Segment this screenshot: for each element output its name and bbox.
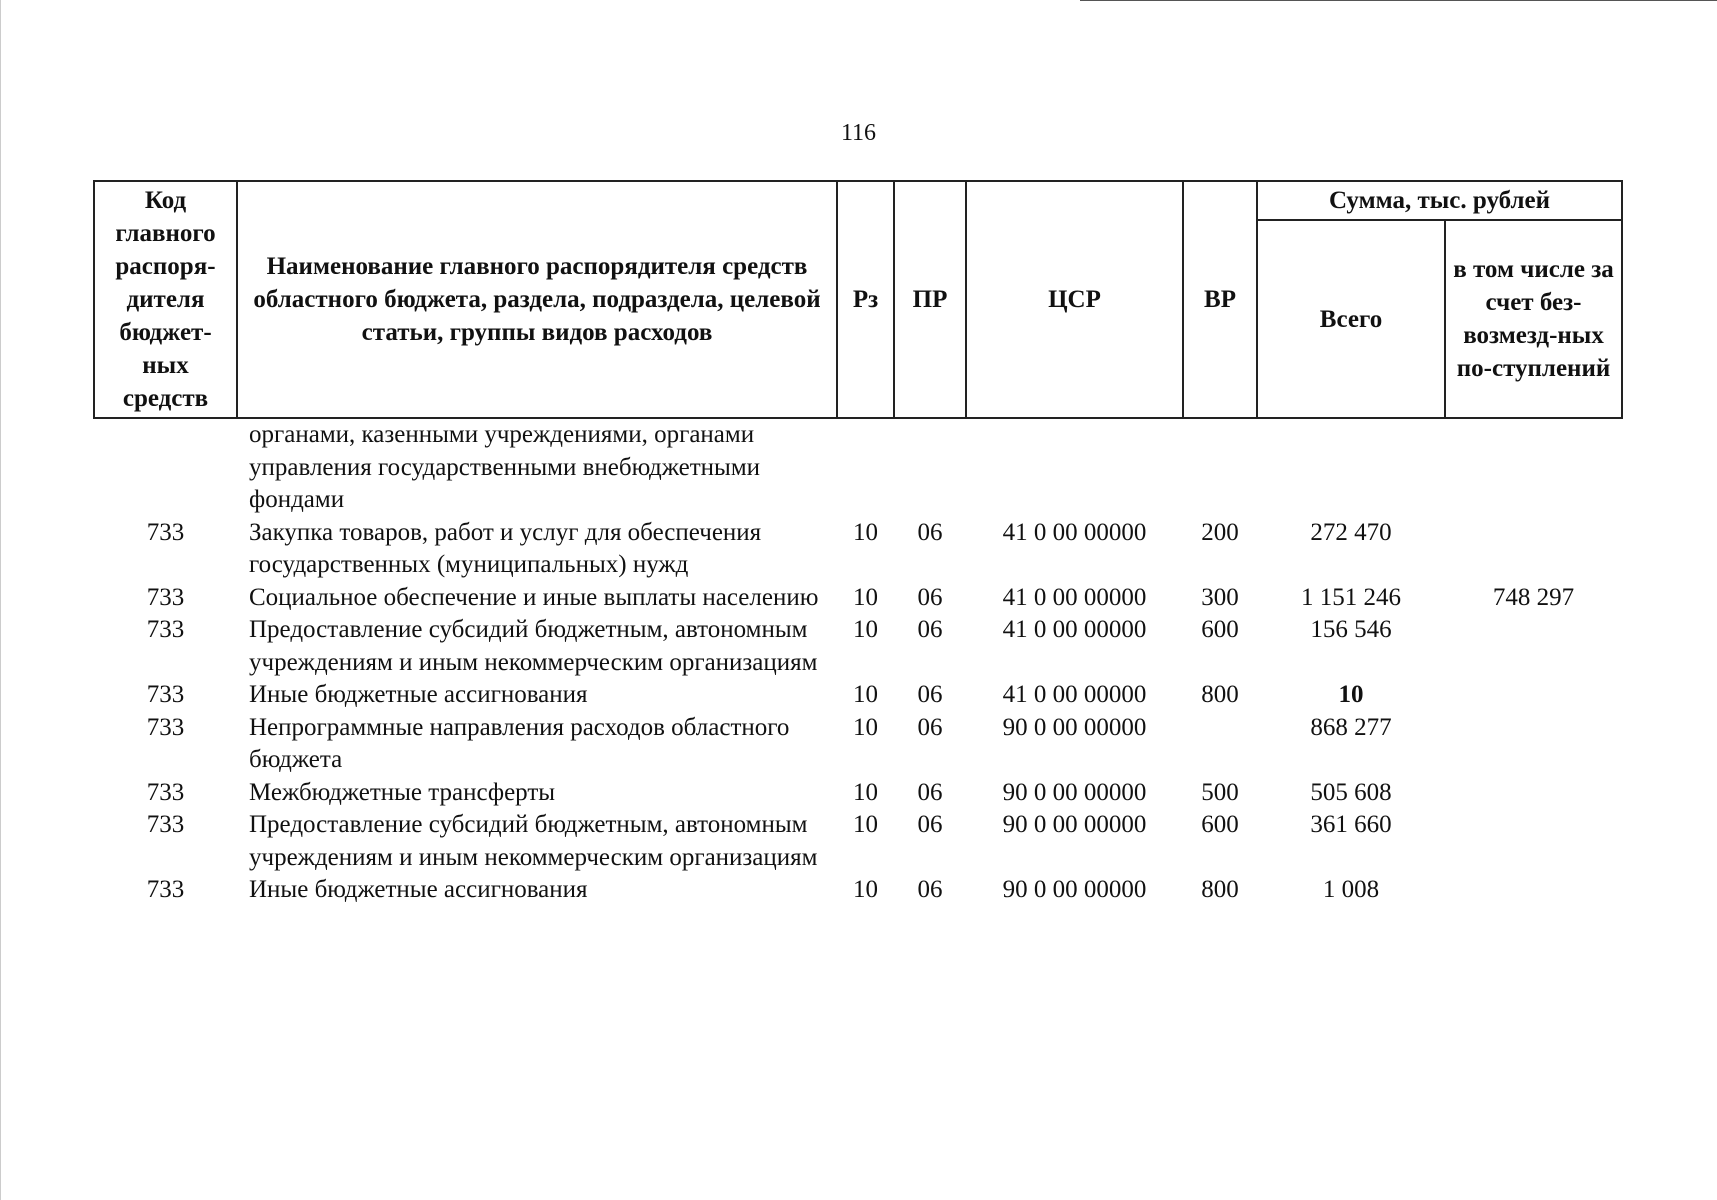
- cell-name: Социальное обеспечение и иные выплаты населению: [249, 583, 819, 611]
- cell-code: 733: [146, 811, 185, 838]
- page-number: 116: [840, 120, 877, 146]
- cell-name: Иные бюджетные ассигнования: [249, 681, 588, 708]
- cell-free: [1445, 679, 1622, 712]
- table-row: [94, 874, 1622, 907]
- table-row: [94, 517, 1622, 582]
- cell-code: 733: [146, 778, 185, 806]
- cell-name: Иные бюджетные ассигнования: [249, 876, 588, 903]
- cell-csr: 41 0 00 00000: [1002, 518, 1147, 546]
- cell-csr: 41 0 00 00000: [1002, 583, 1147, 611]
- cell-name: Предоставление субсидий бюджетным, автономным учреждениям и иным некоммерческим организациям: [249, 616, 818, 676]
- header-free: в том числе за счет без-возмезд-ных по-ступлений: [1445, 220, 1622, 418]
- cell-code: 733: [146, 681, 185, 708]
- cell-rz: 10: [853, 681, 878, 708]
- cell-vr: 800: [1201, 681, 1239, 708]
- cell-total: [1257, 418, 1445, 517]
- cell-pr: 06: [917, 518, 943, 546]
- scan-artifact-line: [1080, 0, 1717, 1]
- cell-name: Непрограммные направления расходов областного бюджета: [249, 713, 790, 773]
- table-body: [94, 418, 1622, 907]
- cell-csr: 41 0 00 00000: [1002, 616, 1147, 643]
- cell-free: 748 297: [1492, 583, 1575, 611]
- table-row: [94, 614, 1622, 679]
- cell-rz: [837, 418, 894, 517]
- cell-total: 505 608: [1310, 778, 1392, 806]
- cell-pr: 06: [917, 876, 943, 903]
- budget-table: [93, 180, 1623, 907]
- cell-vr: 800: [1201, 876, 1239, 903]
- cell-code: [94, 418, 237, 517]
- cell-total: 1 151 246: [1301, 583, 1401, 611]
- cell-code: 733: [146, 583, 185, 611]
- cell-free: [1445, 777, 1622, 810]
- cell-pr: 06: [917, 811, 943, 838]
- cell-csr: 90 0 00 00000: [1002, 713, 1147, 741]
- table-row: [94, 712, 1622, 777]
- cell-free: [1445, 614, 1622, 679]
- cell-vr: [1183, 712, 1257, 777]
- cell-free: [1445, 712, 1622, 777]
- cell-free: [1445, 517, 1622, 582]
- cell-name: органами, казенными учреждениями, органами управления государственными внебюджетными фондами: [249, 421, 761, 513]
- header-rz: Рз: [837, 181, 894, 418]
- cell-rz: 10: [853, 616, 878, 643]
- cell-code: 733: [146, 713, 185, 741]
- cell-vr: 500: [1201, 778, 1239, 806]
- cell-free: [1445, 809, 1622, 874]
- header-csr: ЦСР: [966, 181, 1183, 418]
- cell-rz: 10: [853, 811, 878, 838]
- cell-pr: 06: [917, 713, 943, 741]
- cell-total: 868 277: [1310, 713, 1392, 741]
- cell-name: Закупка товаров, работ и услуг для обеспечения государственных (муниципальных) нужд: [249, 518, 762, 578]
- cell-vr: 300: [1201, 583, 1239, 611]
- cell-vr: 600: [1201, 811, 1239, 838]
- cell-name: Межбюджетные трансферты: [249, 778, 556, 806]
- cell-vr: [1183, 418, 1257, 517]
- cell-free: [1445, 418, 1622, 517]
- header-name: Наименование главного распорядителя средств областного бюджета, раздела, подраздела, целевой статьи, группы видов расходов: [237, 181, 837, 418]
- table-row: [94, 809, 1622, 874]
- cell-total: 10: [1338, 681, 1364, 708]
- header-total: Всего: [1257, 220, 1445, 418]
- header-vr: ВР: [1183, 181, 1257, 418]
- table-row: [94, 418, 1622, 517]
- cell-code: 733: [146, 876, 185, 903]
- cell-pr: 06: [917, 583, 943, 611]
- cell-pr: [894, 418, 966, 517]
- scan-edge: [0, 0, 1, 1200]
- cell-pr: 06: [917, 681, 943, 708]
- cell-vr: 200: [1201, 518, 1239, 546]
- cell-pr: 06: [917, 778, 943, 806]
- cell-total: 156 546: [1310, 616, 1392, 643]
- cell-name: Предоставление субсидий бюджетным, автономным учреждениям и иным некоммерческим организациям: [249, 811, 818, 871]
- cell-code: 733: [146, 518, 185, 546]
- cell-total: 272 470: [1310, 518, 1392, 546]
- cell-rz: 10: [853, 518, 878, 546]
- cell-rz: 10: [853, 583, 878, 611]
- cell-csr: 90 0 00 00000: [1002, 876, 1147, 903]
- header-sum-group: Сумма, тыс. рублей: [1257, 181, 1622, 220]
- header-pr: ПР: [894, 181, 966, 418]
- cell-rz: 10: [853, 778, 878, 806]
- cell-csr: 90 0 00 00000: [1002, 778, 1147, 806]
- table-row: [94, 582, 1622, 615]
- cell-code: 733: [146, 616, 185, 643]
- cell-pr: 06: [917, 616, 943, 643]
- table-row: [94, 777, 1622, 810]
- cell-rz: 10: [853, 876, 878, 903]
- cell-csr: 41 0 00 00000: [1002, 681, 1147, 708]
- cell-vr: 600: [1201, 616, 1239, 643]
- cell-csr: 90 0 00 00000: [1002, 811, 1147, 838]
- cell-csr: [966, 418, 1183, 517]
- cell-rz: 10: [853, 713, 878, 741]
- cell-free: [1445, 874, 1622, 907]
- table-header: [94, 181, 1622, 418]
- table-row: [94, 679, 1622, 712]
- cell-total: 361 660: [1310, 811, 1392, 838]
- cell-total: 1 008: [1322, 876, 1380, 903]
- header-code: Код главного распоря-дителя бюджет-ных средств: [94, 181, 237, 418]
